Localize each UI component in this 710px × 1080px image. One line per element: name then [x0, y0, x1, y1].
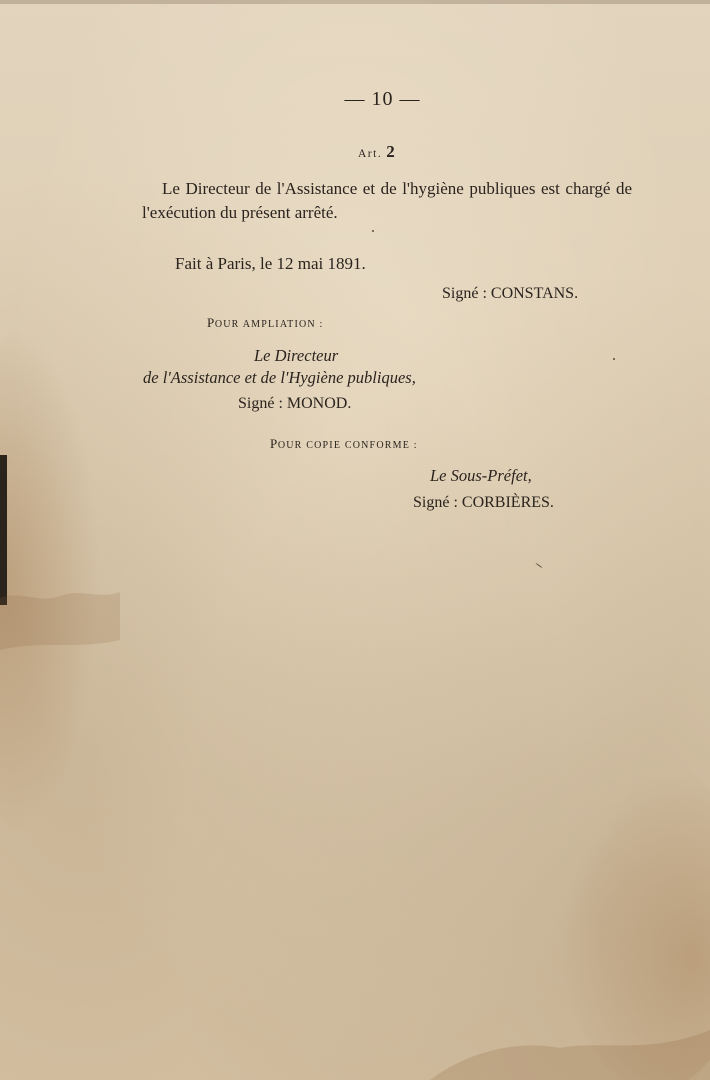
- binding-edge: [0, 455, 7, 605]
- ampliation-rest: OUR AMPLIATION :: [214, 319, 324, 330]
- director-department: de l'Assistance et de l'Hygiène publiques,: [143, 368, 416, 387]
- water-stain-right: [560, 760, 710, 1080]
- director-title: Le Directeur: [254, 346, 339, 365]
- paper-speck: [613, 358, 615, 360]
- signature-corbieres: Signé : CORBIÈRES.: [413, 494, 554, 511]
- copie-conforme-heading: [270, 436, 418, 452]
- article-heading: [358, 142, 395, 162]
- subprefect-title: Le Sous-Préfet,: [430, 466, 532, 485]
- ampliation-heading: [207, 315, 324, 331]
- article-body: Le Directeur de l'Assistance et de l'hygiène publiques est chargé de l'exécution du présent arrêté.: [142, 179, 632, 222]
- paper-speck: [535, 563, 542, 568]
- copie-initial: P: [270, 436, 278, 451]
- copie-rest: OUR COPIE CONFORME :: [277, 440, 418, 451]
- page-number: — 10 —: [344, 88, 421, 110]
- water-stain-left: [0, 320, 100, 840]
- paper-speck: [372, 230, 374, 232]
- article-label: Art.: [358, 148, 383, 160]
- place-date: Fait à Paris, le 12 mai 1891.: [175, 254, 366, 273]
- signature-constans: Signé : CONSTANS.: [442, 285, 579, 302]
- ampliation-initial: P: [207, 315, 215, 330]
- signature-monod: Signé : MONOD.: [238, 395, 352, 412]
- article-number: 2: [386, 142, 395, 161]
